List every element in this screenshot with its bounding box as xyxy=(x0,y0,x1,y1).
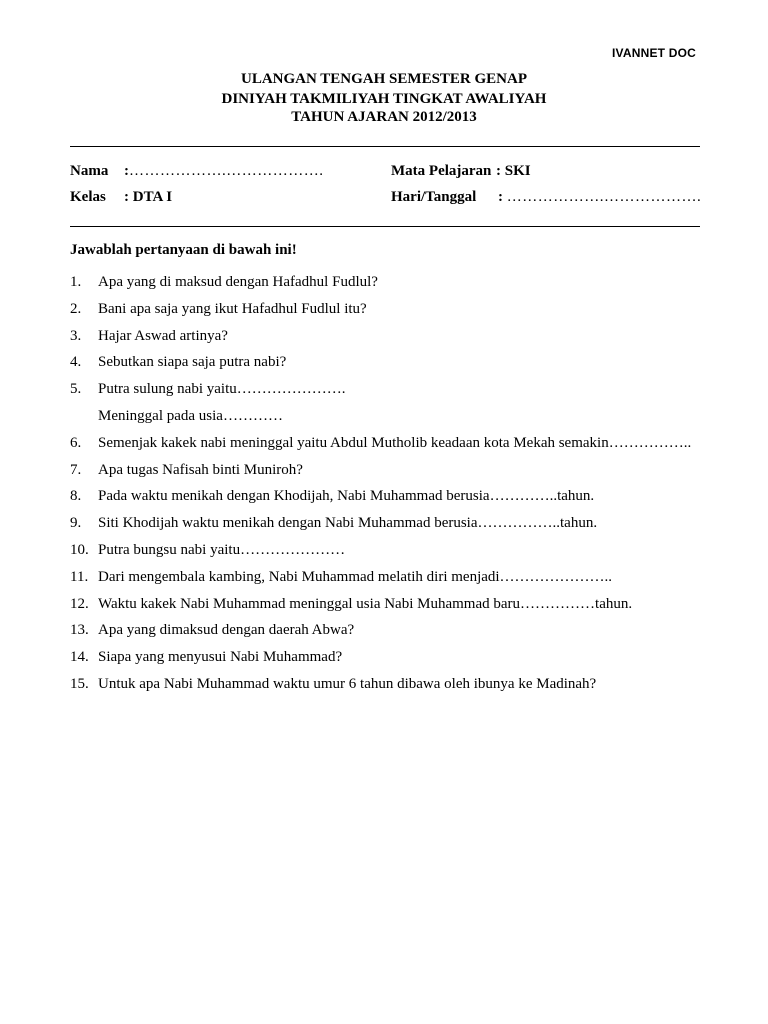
question-text: Sebutkan siapa saja putra nabi? xyxy=(98,354,287,370)
question-item xyxy=(70,649,342,666)
question-text: Hajar Aswad artinya? xyxy=(98,328,228,344)
question-continuation xyxy=(98,408,283,425)
question-text: Apa yang di maksud dengan Hafadhul Fudlul? xyxy=(98,274,378,290)
question-item xyxy=(70,435,691,452)
question-item xyxy=(70,328,228,345)
exam-title: ULANGAN TENGAH SEMESTER GENAP xyxy=(240,71,528,87)
question-number: 13. xyxy=(70,622,89,638)
question-text: Meninggal pada usia………… xyxy=(98,408,283,424)
question-text: Waktu kakek Nabi Muhammad meninggal usia Nabi Muhammad baru……………tahun. xyxy=(98,596,633,612)
question-number: 7. xyxy=(70,462,82,478)
question-number: 14. xyxy=(70,649,89,665)
question-text: Dari mengembala kambing, Nabi Muhammad melatih diri menjadi………………….. xyxy=(98,569,613,585)
question-text: Siti Khodijah waktu menikah dengan Nabi Muhammad berusia……………..tahun. xyxy=(98,515,598,531)
question-number: 11. xyxy=(70,569,89,585)
question-number: 8. xyxy=(70,488,82,504)
question-item xyxy=(70,354,286,371)
mapel-value: : SKI xyxy=(496,163,531,179)
question-item xyxy=(70,381,346,398)
question-number: 2. xyxy=(70,301,82,317)
nama-label: Nama xyxy=(70,163,109,179)
academic-year: TAHUN AJARAN 2012/2013 xyxy=(291,109,477,125)
nama-dots: ……………….………………. xyxy=(129,163,324,179)
question-item xyxy=(70,462,303,479)
question-text: Bani apa saja yang ikut Hafadhul Fudlul itu? xyxy=(98,301,367,317)
nama-field xyxy=(124,163,324,180)
question-item xyxy=(70,488,594,505)
hari-label: Hari/Tanggal xyxy=(391,189,477,205)
top-divider xyxy=(70,146,700,147)
question-item xyxy=(70,569,612,586)
question-text: Siapa yang menyusui Nabi Muhammad? xyxy=(98,649,343,665)
question-number: 1. xyxy=(70,274,82,290)
question-item xyxy=(70,676,596,693)
kelas-label: Kelas xyxy=(70,189,106,205)
question-text: Putra sulung nabi yaitu…………………. xyxy=(98,381,346,397)
hari-colon: : xyxy=(498,189,503,205)
question-number: 3. xyxy=(70,328,82,344)
question-number: 6. xyxy=(70,435,82,451)
nama-colon: : xyxy=(124,163,129,179)
question-number: 9. xyxy=(70,515,82,531)
question-number: 12. xyxy=(70,596,89,612)
question-text: Putra bungsu nabi yaitu………………… xyxy=(98,542,346,558)
question-text: Apa yang dimaksud dengan daerah Abwa? xyxy=(98,622,355,638)
question-text: Apa tugas Nafisah binti Muniroh? xyxy=(98,462,303,478)
question-item xyxy=(70,596,632,613)
question-number: 10. xyxy=(70,542,89,558)
question-text: Pada waktu menikah dengan Khodijah, Nabi Muhammad berusia…………..tahun. xyxy=(98,488,595,504)
bottom-divider xyxy=(70,226,700,227)
question-item xyxy=(70,542,345,559)
school-name: DINIYAH TAKMILIYAH TINGKAT AWALIYAH xyxy=(221,91,547,107)
question-item xyxy=(70,622,354,639)
question-item xyxy=(70,515,597,532)
question-text: Untuk apa Nabi Muhammad waktu umur 6 tahun dibawa oleh ibunya ke Madinah? xyxy=(98,676,597,692)
mapel-label: Mata Pelajaran xyxy=(391,163,492,179)
question-number: 4. xyxy=(70,354,82,370)
question-text: Semenjak kakek nabi meninggal yaitu Abdul Mutholib keadaan kota Mekah semakin…………….. xyxy=(98,435,692,451)
instruction: Jawablah pertanyaan di bawah ini! xyxy=(70,242,297,258)
question-number: 5. xyxy=(70,381,82,397)
hari-dots: ……………….………………. xyxy=(506,189,702,205)
question-item xyxy=(70,301,367,318)
hari-field xyxy=(498,189,701,206)
question-item xyxy=(70,274,378,291)
kelas-value: : DTA I xyxy=(124,189,173,205)
watermark: IVANNET DOC xyxy=(612,46,696,60)
question-number: 15. xyxy=(70,676,89,692)
